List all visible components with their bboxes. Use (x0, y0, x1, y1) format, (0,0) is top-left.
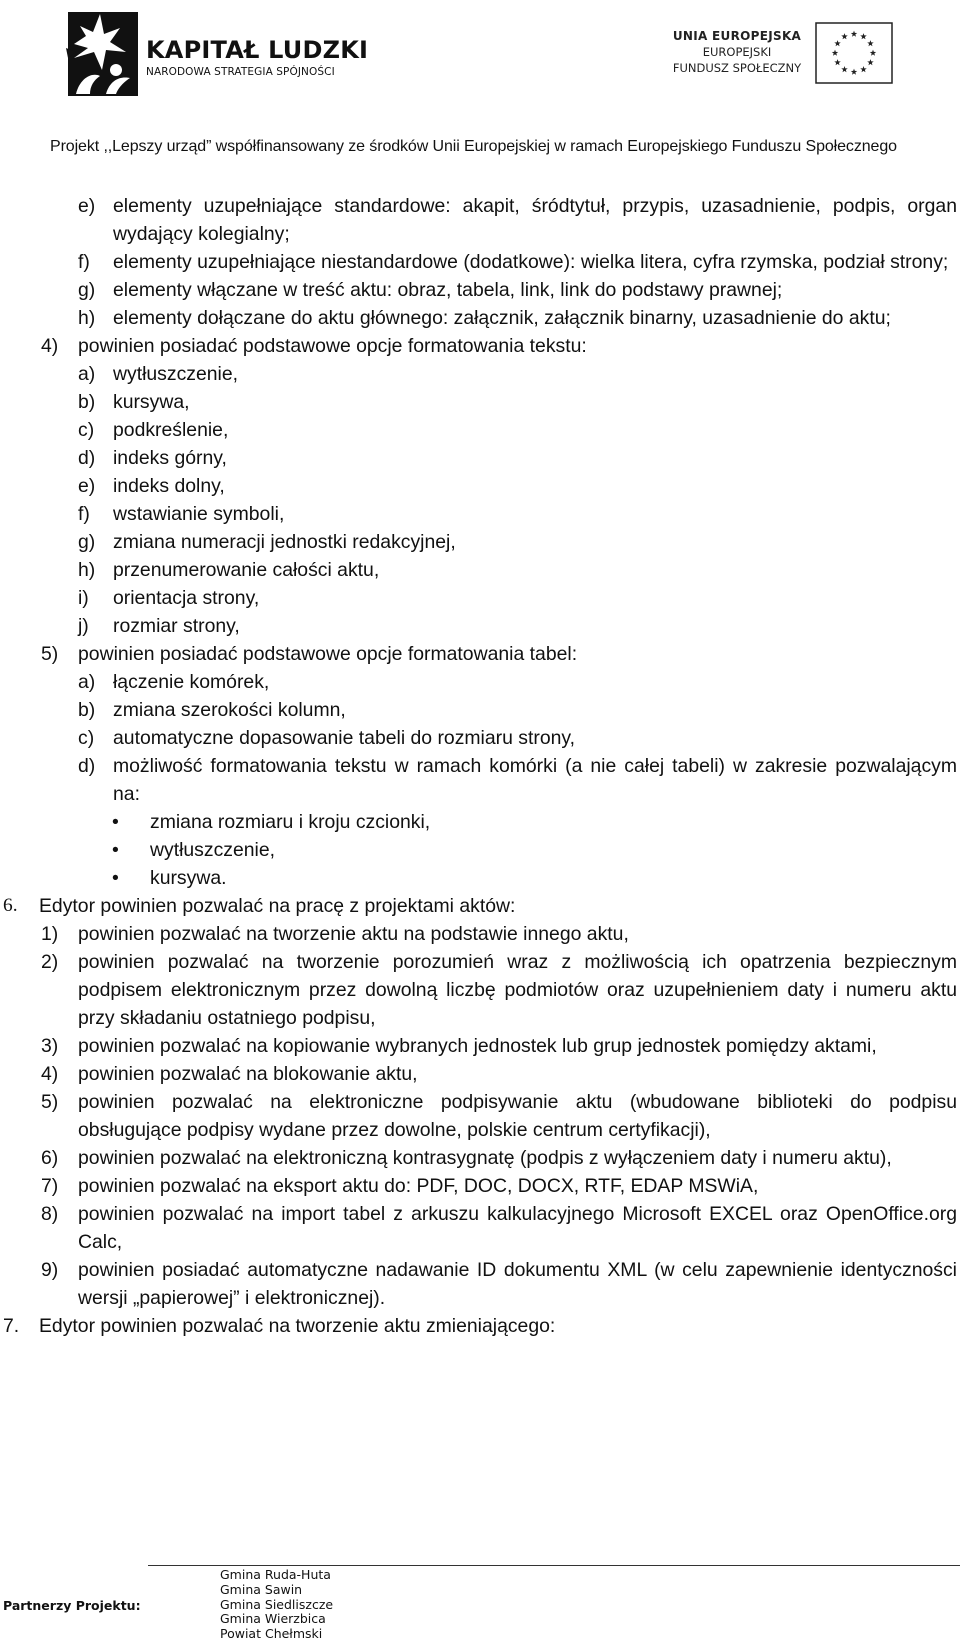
list-item (0, 1032, 960, 1060)
list-item (0, 416, 960, 444)
bullet-item (0, 864, 960, 892)
list-item-text: automatyczne dopasowanie tabeli do rozmiaru strony, (113, 727, 576, 749)
list-item (0, 332, 960, 360)
section-item (0, 1312, 960, 1340)
list-item-text: rozmiar strony, (113, 615, 240, 637)
list-item (0, 276, 960, 304)
list-item (0, 556, 960, 584)
list-item-label: d) (78, 755, 96, 777)
partner-item: Gmina Sawin (220, 1581, 303, 1597)
list-item (0, 472, 960, 500)
kapital-ludzki-subtitle: NARODOWA STRATEGIA SPÓJNOŚCI (146, 66, 335, 78)
list-item-label: f) (78, 251, 90, 273)
list-item-text: powinien posiadać automatyczne nadawanie ID dokumentu XML (w celu zapewnienie identyczności wersji „papierowej” i elektronicznej). (78, 1259, 957, 1309)
list-item-label: 4) (41, 335, 59, 357)
list-item-text: powinien pozwalać na tworzenie porozumień wraz z możliwością ich opatrzenia bezpiecznym podpisem elektronicznym przez dowolną liczbę podmiotów oraz uzupełnieniem daty i numeru aktu przy składaniu ostatniego podpisu, (78, 951, 957, 1029)
list-item-text: elementy włączane w treść aktu: obraz, tabela, link, link do podstawy prawnej; (113, 279, 783, 301)
list-item-label: a) (78, 363, 96, 385)
list-item-label: e) (78, 475, 96, 497)
list-item-text: możliwość formatowania tekstu w ramach komórki (a nie całej tabeli) w zakresie pozwalającym na: (113, 755, 957, 805)
list-item-text: podkreślenie, (113, 419, 229, 441)
list-item-text: powinien pozwalać na kopiowanie wybranych jednostek lub grup jednostek pomiędzy aktami, (78, 1035, 877, 1057)
list-item-label: i) (78, 587, 89, 609)
list-item-text: powinien pozwalać na eksport aktu do: PDF, DOC, DOCX, RTF, EDAP MSWiA, (78, 1175, 759, 1197)
list-item-text: elementy dołączane do aktu głównego: załącznik, załącznik binarny, uzasadnienie do aktu; (113, 307, 891, 329)
list-item-label: 5) (41, 643, 59, 665)
partners-list (220, 1568, 333, 1642)
list-item (0, 192, 960, 248)
list-item-label: g) (78, 531, 96, 553)
list-item-text: elementy uzupełniające niestandardowe (dodatkowe): wielka litera, cyfra rzymska, podział strony; (113, 251, 949, 273)
list-item (0, 1088, 960, 1144)
list-item (0, 388, 960, 416)
list-item (0, 1060, 960, 1088)
list-item-text: elementy uzupełniające standardowe: akapit, śródtytuł, przypis, uzasadnienie, podpis, organ wydający kolegialny; (113, 195, 957, 245)
list-item-text: powinien pozwalać na blokowanie aktu, (78, 1063, 418, 1085)
list-item-text: powinien pozwalać na elektroniczne podpisywanie aktu (wbudowane biblioteki do podpisu obsługujące podpisy wydane przez dowolne, polskie centrum certyfikacji), (78, 1091, 957, 1141)
bullet-item (0, 808, 960, 836)
kapital-ludzki-title: KAPITAŁ LUDZKI (146, 36, 369, 64)
partner-item: Powiat Chełmski (220, 1626, 323, 1642)
list-item-label: 6) (41, 1147, 59, 1169)
list-item-label: 9) (41, 1259, 59, 1281)
bullet-item (0, 836, 960, 864)
list-item (0, 724, 960, 752)
list-item (0, 612, 960, 640)
list-item (0, 640, 960, 668)
list-item (0, 1200, 960, 1256)
list-item-text: powinien posiadać podstawowe opcje formatowania tabel: (78, 643, 578, 665)
list-item-text: orientacja strony, (113, 587, 260, 609)
partner-item: Gmina Ruda-Huta (220, 1567, 331, 1582)
eu-label-line1: UNIA EUROPEJSKA (672, 29, 802, 43)
eu-label (668, 28, 806, 76)
list-item-label: g) (78, 279, 96, 301)
list-item-label: h) (78, 307, 96, 329)
list-item-text: zmiana rozmiaru i kroju czcionki, (150, 811, 431, 833)
list-item-text: przenumerowanie całości aktu, (113, 559, 380, 581)
list-item-text: indeks górny, (113, 447, 227, 469)
list-item-label: 3) (41, 1035, 59, 1057)
list-item-label: j) (78, 615, 89, 637)
list-item (0, 360, 960, 388)
bullet-icon: • (112, 839, 119, 861)
list-item-text: wytłuszczenie, (113, 363, 239, 385)
list-item-text: łączenie komórek, (113, 671, 270, 693)
list-item-label: b) (78, 699, 96, 721)
list-item-label: 7) (41, 1175, 59, 1197)
list-item-text: kursywa. (150, 867, 227, 889)
section-text: Edytor powinien pozwalać na tworzenie aktu zmieniającego: (39, 1315, 556, 1337)
list-item-label: c) (78, 727, 95, 749)
list-item-text: zmiana szerokości kolumn, (113, 699, 346, 721)
list-item (0, 668, 960, 696)
partner-item: Gmina Wierzbica (220, 1611, 326, 1627)
list-item-label: d) (78, 447, 96, 469)
list-item (0, 444, 960, 472)
list-item-text: wstawianie symboli, (113, 503, 285, 525)
eu-label-line2: EUROPEJSKI (702, 45, 772, 59)
list-item (0, 500, 960, 528)
section-number: 6. (3, 895, 18, 916)
list-item-label: 4) (41, 1063, 59, 1085)
list-item-label: a) (78, 671, 96, 693)
list-item-text: zmiana numeracji jednostki redakcyjnej, (113, 531, 456, 553)
list-item (0, 1172, 960, 1200)
list-item (0, 248, 960, 276)
list-item-label: h) (78, 559, 96, 581)
bullet-icon: • (112, 811, 119, 833)
list-item (0, 304, 960, 332)
list-item (0, 1144, 960, 1172)
section-item (0, 892, 960, 920)
section-number: 7. (3, 1315, 20, 1337)
list-item-text: indeks dolny, (113, 475, 225, 497)
list-item-label: f) (78, 503, 90, 525)
list-item (0, 584, 960, 612)
list-item-label: b) (78, 391, 96, 413)
partner-item: Gmina Siedliszcze (220, 1596, 334, 1612)
list-item-label: c) (78, 419, 95, 441)
list-item-text: powinien posiadać podstawowe opcje formatowania tekstu: (78, 335, 587, 357)
eu-flag-icon (815, 22, 893, 84)
list-item (0, 920, 960, 948)
list-item-label: e) (78, 195, 96, 217)
list-item (0, 1256, 960, 1312)
list-item (0, 752, 960, 808)
eu-label-line3: FUNDUSZ SPOŁECZNY (672, 61, 802, 75)
bullet-icon: • (112, 867, 119, 889)
list-item-text: kursywa, (113, 391, 190, 413)
list-item (0, 528, 960, 556)
partners-label: Partnerzy Projektu: (3, 1598, 141, 1613)
page-header (0, 0, 960, 170)
list-item-text: wytłuszczenie, (150, 839, 276, 861)
list-item-label: 5) (41, 1091, 59, 1113)
list-item (0, 696, 960, 724)
section-text: Edytor powinien pozwalać na pracę z projektami aktów: (39, 895, 516, 917)
footer-divider (148, 1565, 960, 1566)
list-item-text: powinien pozwalać na import tabel z arkuszu kalkulacyjnego Microsoft EXCEL oraz OpenOffice.org Calc, (78, 1203, 957, 1253)
list-item-label: 2) (41, 951, 59, 973)
list-item-text: powinien pozwalać na tworzenie aktu na podstawie innego aktu, (78, 923, 629, 945)
list-item-label: 8) (41, 1203, 59, 1225)
list-item (0, 948, 960, 1032)
list-item-text: powinien pozwalać na elektroniczną kontrasygnatę (podpis z wyłączeniem daty i numeru aktu), (78, 1147, 892, 1169)
list-item-label: 1) (41, 923, 59, 945)
document-body (0, 192, 960, 1340)
project-line: Projekt ,,Lepszy urząd” współfinansowany ze środków Unii Europejskiej w ramach Europejskiego Funduszu Społecznego (50, 138, 897, 155)
